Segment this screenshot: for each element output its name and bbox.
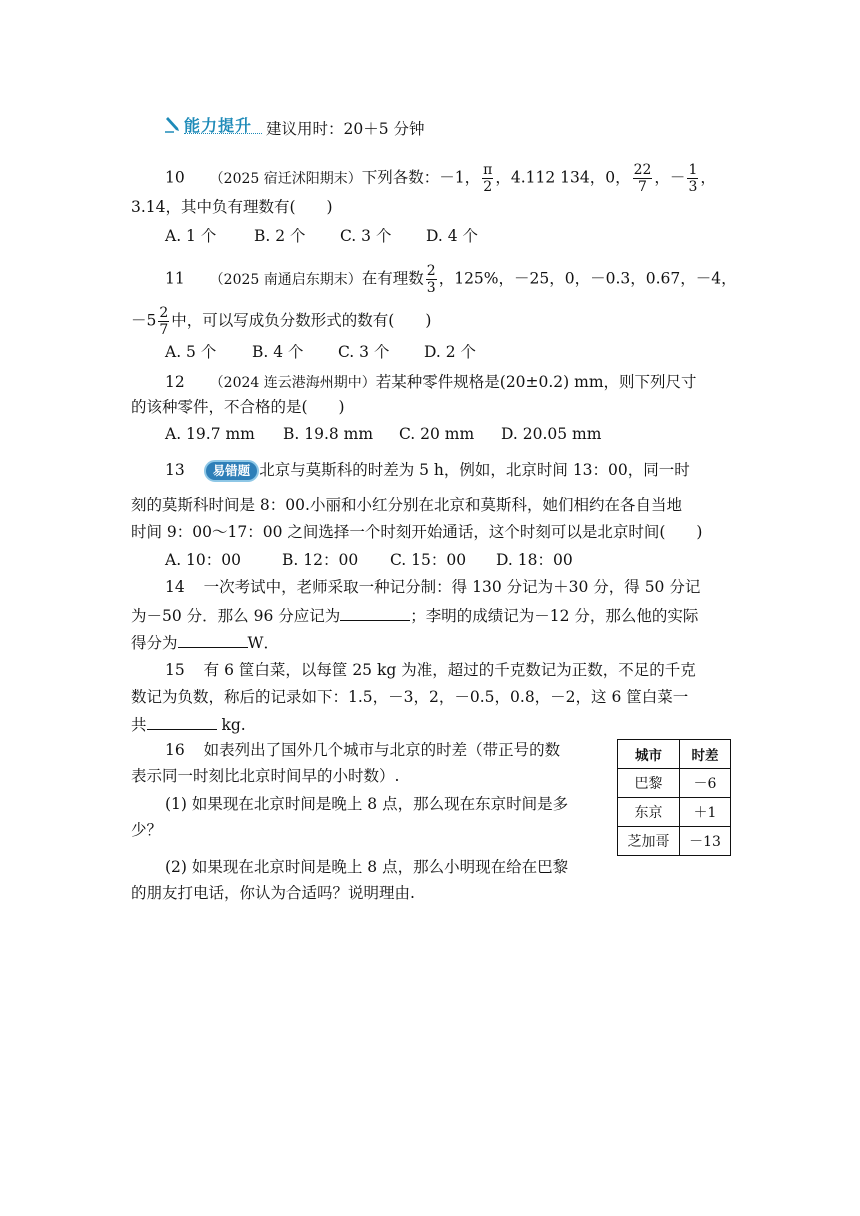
option-d[interactable]: D. 18：00	[496, 551, 573, 569]
option-a[interactable]: A. 5 个	[165, 343, 217, 361]
question-text: 中，可以写成负分数形式的数有( )	[171, 311, 432, 330]
question-11-line-2	[131, 306, 431, 337]
question-16-sub-1-line-1: (1) 如果现在北京时间是晚上 8 点，那么现在东京时间是多	[165, 795, 569, 813]
question-source: （2025 南通启东期末）	[209, 271, 362, 288]
section-title-underline	[184, 133, 262, 134]
option-b[interactable]: B. 19.8 mm	[283, 425, 374, 443]
question-text: ；李明的成绩记为－12 分，那么他的实际	[410, 607, 699, 625]
table-cell-offset: －13	[680, 827, 731, 856]
question-text: 在有理数	[361, 269, 424, 288]
fraction-2-over-7: $\frac{2}{7}$	[159, 305, 169, 338]
question-number: 12	[165, 373, 185, 391]
question-10-line-1	[165, 163, 716, 194]
table-row	[618, 769, 731, 798]
fraction-1-over-3: $\frac{1}{3}$	[688, 162, 698, 195]
question-13-line-2: 刻的莫斯科时间是 8：00.小丽和小红分别在北京和莫斯科，她们相约在各自当地	[131, 496, 682, 514]
question-text: W．	[247, 634, 279, 652]
option-a[interactable]: A. 10：00	[165, 551, 241, 569]
question-13-options	[165, 550, 573, 570]
fraction-pi-over-2: $\frac{\pi}{2}$	[483, 162, 493, 195]
question-14-line-3	[131, 631, 279, 653]
question-14-line-2	[131, 604, 698, 626]
question-text: ，4.112 134，0，	[495, 168, 631, 187]
option-b[interactable]: B. 2 个	[254, 227, 306, 245]
question-text: 为－50 分．那么 96 分应记为	[131, 607, 341, 625]
time-difference-table	[617, 739, 731, 856]
question-15-line-2: 数记为负数，称后的记录如下：1.5，－3，2，－0.5，0.8，－2，这 6 筐白菜一	[131, 688, 689, 706]
question-number: 15	[165, 661, 185, 679]
question-number: 14	[165, 578, 185, 596]
question-text: 得分为	[131, 634, 178, 652]
table-row	[618, 798, 731, 827]
question-number: 11	[165, 269, 185, 288]
fraction-2-over-3: $\frac{2}{3}$	[426, 263, 436, 296]
option-b[interactable]: B. 12：00	[282, 551, 359, 569]
question-text: ，125%，－25，0，－0.3，0.67，－4，	[438, 269, 737, 288]
option-c[interactable]: C. 15：00	[390, 551, 467, 569]
table-cell-city: 巴黎	[618, 769, 680, 798]
answer-blank[interactable]	[147, 713, 217, 730]
question-16-line-2: 表示同一时刻比北京时间早的小时数）.	[131, 767, 400, 785]
table-cell-city: 东京	[618, 798, 680, 827]
suggested-time: 建议用时：20＋5 分钟	[266, 120, 425, 138]
option-c[interactable]: C. 20 mm	[399, 425, 475, 443]
fraction-22-over-7: $\frac{22}{7}$	[633, 162, 652, 195]
question-12-line-1	[165, 372, 697, 393]
question-number: 16	[165, 741, 185, 759]
error-prone-badge: 易错题	[204, 460, 260, 482]
question-text: 共	[131, 716, 147, 734]
question-11-options	[165, 342, 476, 362]
question-10-options	[165, 226, 478, 246]
question-13-line-1	[165, 460, 690, 482]
question-15-line-3	[131, 713, 246, 735]
question-12-options	[165, 424, 601, 444]
question-number: 10	[165, 168, 185, 187]
question-16-sub-2-line-1: (2) 如果现在北京时间是晚上 8 点，那么小明现在给在巴黎	[165, 858, 569, 876]
section-title: 能力提升	[184, 116, 253, 135]
option-a[interactable]: A. 1 个	[165, 227, 217, 245]
question-text: ，－	[654, 168, 686, 187]
question-14-line-1	[165, 577, 700, 597]
table-cell-offset: －6	[680, 769, 731, 798]
option-c[interactable]: C. 3 个	[338, 343, 390, 361]
question-text: kg.	[216, 716, 246, 734]
question-source: （2024 连云港海州期中）	[209, 375, 376, 391]
question-text: 有 6 筐白菜，以每筐 25 kg 为准，超过的千克数记为正数，不足的千克	[203, 661, 696, 679]
question-11-line-1	[165, 264, 737, 295]
table-cell-city: 芝加哥	[618, 827, 680, 856]
question-text: 如表列出了国外几个城市与北京的时差（带正号的数	[203, 741, 561, 759]
question-number: 13	[165, 461, 185, 479]
question-text: 下列各数：－1，	[361, 168, 481, 187]
question-12-line-2: 的该种零件，不合格的是( )	[131, 398, 345, 416]
table-cell-offset: ＋1	[680, 798, 731, 827]
option-d[interactable]: D. 20.05 mm	[501, 425, 602, 443]
table-header-cell: 时差	[680, 740, 731, 769]
question-text: 一次考试中，老师采取一种记分制：得 130 分记为＋30 分，得 50 分记	[203, 578, 701, 596]
question-10-line-2: 3.14，其中负有理数有( )	[131, 198, 333, 216]
question-source: （2025 宿迁沭阳期末）	[209, 170, 362, 187]
option-a[interactable]: A. 19.7 mm	[165, 425, 255, 443]
question-text: －5	[131, 311, 157, 330]
question-16-line-1	[165, 740, 560, 760]
question-text: ，	[700, 168, 716, 187]
table-header-row	[618, 740, 731, 769]
question-16-sub-1-line-2: 少？	[131, 821, 163, 839]
option-d[interactable]: D. 2 个	[424, 343, 477, 361]
table-header-cell: 城市	[618, 740, 680, 769]
answer-blank[interactable]	[340, 604, 410, 621]
table-row	[618, 827, 731, 856]
answer-blank[interactable]	[178, 631, 248, 648]
question-text: 北京与莫斯科的时差为 5 h，例如，北京时间 13：00，同一时	[259, 461, 690, 479]
question-text: 若某种零件规格是(20±0.2) mm，则下列尺寸	[375, 373, 697, 391]
option-c[interactable]: C. 3 个	[340, 227, 392, 245]
question-15-line-1	[165, 660, 696, 680]
question-16-sub-2-line-2: 的朋友打电话，你认为合适吗？说明理由.	[131, 884, 415, 902]
question-13-line-3: 时间 9：00～17：00 之间选择一个时刻开始通话，这个时刻可以是北京时间( )	[131, 523, 703, 541]
option-d[interactable]: D. 4 个	[426, 227, 479, 245]
pencil-icon	[163, 116, 181, 134]
option-b[interactable]: B. 4 个	[252, 343, 304, 361]
